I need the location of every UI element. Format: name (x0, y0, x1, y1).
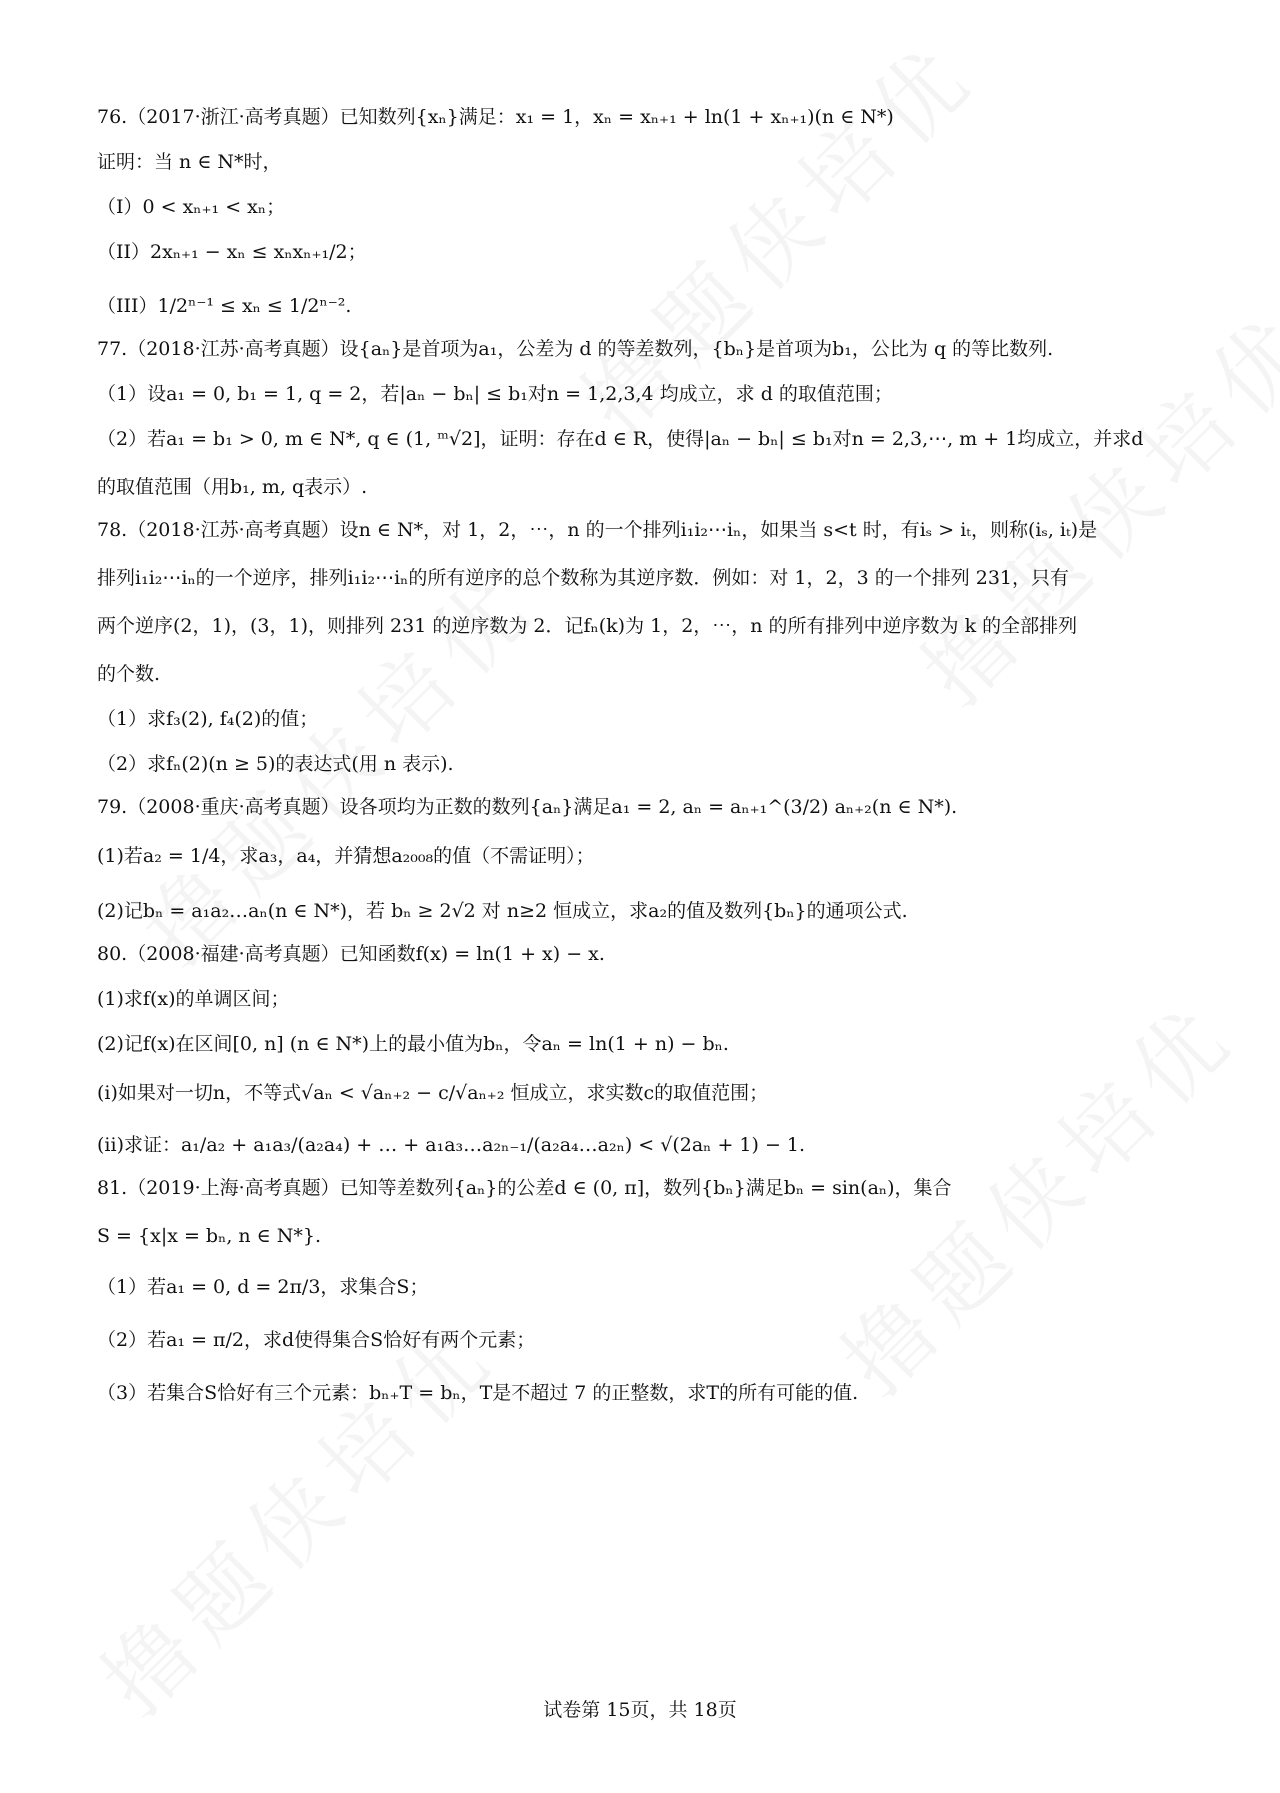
problem-line: （2）若a₁ = b₁ > 0, m ∈ N*, q ∈ (1, ᵐ√2]，证明：存在d ∈ R，使得|aₙ − bₙ| ≤ b₁对n = 2,3,⋯, m + 1均成立，并求d (97, 428, 1144, 450)
problem-line: （2）求fₙ(2)(n ≥ 5)的表达式(用 n 表示). (97, 753, 454, 775)
problem-line: （1）若a₁ = 0, d = 2π/3，求集合S； (97, 1276, 429, 1298)
problem-line: (2)记f(x)在区间[0, n] (n ∈ N*)上的最小值为bₙ，令aₙ = ln(1 + n) − bₙ. (97, 1033, 729, 1055)
problem-line: 排列i₁i₂⋯iₙ的一个逆序，排列i₁i₂⋯iₙ的所有逆序的总个数称为其逆序数．例如：对 1，2，3 的一个排列 231，只有 (97, 567, 1070, 589)
problem-line: 的取值范围（用b₁, m, q表示）. (97, 476, 368, 498)
problem-77 (97, 336, 1197, 501)
problem-80 (97, 941, 1197, 1159)
problem-line: （3）若集合S恰好有三个元素：bₙ₊T = bₙ，T是不超过 7 的正整数，求T的所有可能的值. (97, 1382, 859, 1404)
problem-line: (ii)求证：a₁/a₂ + a₁a₃/(a₂a₄) + … + a₁a₃…a₂ₙ₋₁/(a₂a₄…a₂ₙ) < √(2aₙ + 1) − 1. (97, 1134, 806, 1156)
problem-head: 81.（2019·上海·高考真题）已知等差数列{aₙ}的公差d ∈ (0, π]，数列{bₙ}满足bₙ = sin(aₙ)，集合 (97, 1177, 952, 1199)
problem-head: 76.（2017·浙江·高考真题）已知数列{xₙ}满足：x₁ = 1，xₙ = xₙ₊₁ + ln(1 + xₙ₊₁)(n ∈ N*) (97, 106, 894, 128)
problem-line: (i)如果对一切n，不等式√aₙ < √aₙ₊₂ − c/√aₙ₊₂ 恒成立，求实数c的取值范围； (97, 1082, 769, 1104)
problem-head: 78.（2018·江苏·高考真题）设n ∈ N*，对 1，2，⋯，n 的一个排列i₁i₂⋯iₙ，如果当 s<t 时，有iₛ > iₜ，则称(iₛ, iₜ)是 (97, 519, 1098, 541)
problem-line: (1)若a₂ = 1/4，求a₃，a₄，并猜想a₂₀₀₈的值（不需证明）； (97, 845, 595, 867)
problem-79 (97, 794, 1197, 925)
problem-line: （III）1/2ⁿ⁻¹ ≤ xₙ ≤ 1/2ⁿ⁻². (97, 295, 352, 317)
problem-78 (97, 517, 1197, 778)
problem-head: 79.（2008·重庆·高考真题）设各项均为正数的数列{aₙ}满足a₁ = 2, aₙ = aₙ₊₁^(3/2) aₙ₊₂(n ∈ N*). (97, 796, 958, 818)
problem-line: 两个逆序(2，1)，(3，1)，则排列 231 的逆序数为 2．记fₙ(k)为 1，2，⋯，n 的所有排列中逆序数为 k 的全部排列 (97, 615, 1078, 637)
page-footer: 试卷第 15页，共 18页 (543, 1699, 737, 1721)
problem-line: （I）0 < xₙ₊₁ < xₙ； (97, 196, 286, 218)
problem-head: 80.（2008·福建·高考真题）已知函数f(x) = ln(1 + x) − x. (97, 943, 605, 965)
problem-head: 77.（2018·江苏·高考真题）设{aₙ}是首项为a₁，公差为 d 的等差数列，{bₙ}是首项为b₁，公比为 q 的等比数列. (97, 338, 1054, 360)
problem-list (97, 104, 1197, 1423)
problem-81 (97, 1175, 1197, 1407)
problem-line: (2)记bₙ = a₁a₂…aₙ(n ∈ N*)，若 bₙ ≥ 2√2 对 n≥2 恒成立，求a₂的值及数列{bₙ}的通项公式. (97, 900, 908, 922)
problem-line: （2）若a₁ = π/2，求d使得集合S恰好有两个元素； (97, 1329, 536, 1351)
problem-line: 证明：当 n ∈ N*时， (97, 151, 282, 173)
problem-line: S = {x|x = bₙ, n ∈ N*}. (97, 1225, 322, 1247)
problem-line: 的个数. (97, 663, 161, 685)
problem-line: (1)求f(x)的单调区间； (97, 988, 290, 1010)
problem-line: （1）求f₃(2), f₄(2)的值； (97, 708, 319, 730)
problem-line: （II）2xₙ₊₁ − xₙ ≤ xₙxₙ₊₁/2； (97, 241, 367, 263)
problem-line: （1）设a₁ = 0, b₁ = 1, q = 2，若|aₙ − bₙ| ≤ b₁对n = 1,2,3,4 均成立，求 d 的取值范围； (97, 383, 893, 405)
problem-76 (97, 104, 1197, 320)
